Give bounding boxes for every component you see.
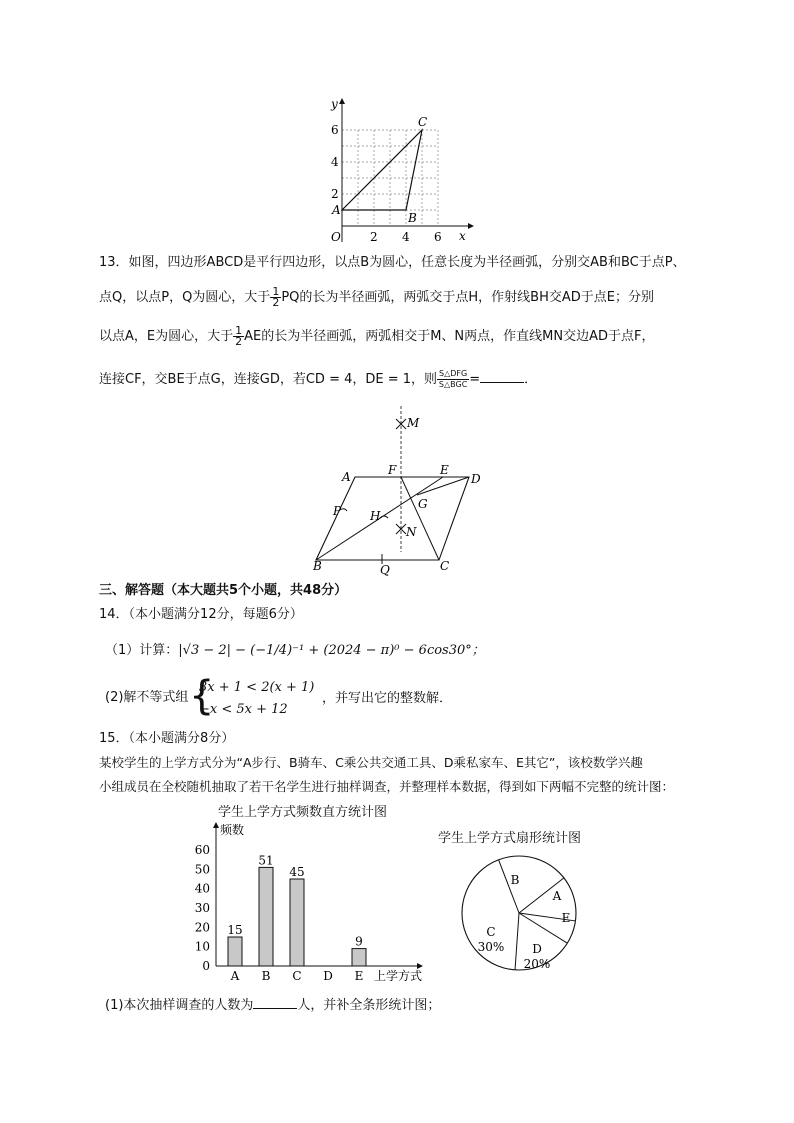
answer-blank[interactable] [253,996,297,1009]
y-tick-label: 0 [202,959,210,973]
brace-icon: { [189,673,215,719]
label-a: A [342,470,351,484]
bar-chart [192,820,442,990]
bar-data-label: 51 [258,853,274,868]
y-axis-arrow [213,822,219,828]
q14-heading: 14．（本小题满分12分，每题6分） [99,607,303,622]
pie-slice-divider [519,913,567,943]
label-g: G [418,497,428,511]
y-axis-label: 频数 [220,823,245,837]
origin-label: O [331,230,341,244]
parallelogram-figure [300,402,500,578]
q14-part2-tail: ，并写出它的整数解． [322,691,453,706]
pie-slice-label-c: C [486,925,496,939]
point-c-label: C [418,115,428,129]
y-tick-label: 30 [194,901,210,915]
pie-chart [456,850,582,976]
y-axis-label: y [331,97,338,111]
segment-gd [417,477,469,495]
pie-slice-label-a: A [552,889,562,903]
bar [228,937,242,966]
inequality-1: 3x + 1 < 2(x + 1) [199,680,315,695]
q13-line4: 连接CF，交BE于点G，连接GD，若CD = 4，DE = 1，则 $\frac{\text{S△DFG}}{\text{S△BGC}}$ = ． [99,369,538,389]
y-tick-label: 40 [194,881,210,896]
inequality-2: −x < 5x + 12 [199,702,288,717]
x-axis-label: 上学方式 [374,969,423,983]
label-b: B [313,559,322,573]
q13-line1: 13．如图，四边形ABCD是平行四边形，以点B为圆心，任意长度为半径画弧，分别交AB和BC于点P、 [99,255,686,270]
x-tick: 2 [370,230,378,244]
q14-part2-label: (2)解不等式组 [105,690,189,705]
y-tick-label: 50 [194,862,210,877]
answer-blank[interactable] [480,370,524,383]
y-tick: 4 [331,155,339,169]
label-c: C [440,559,450,573]
bar [290,879,304,966]
triangle-abc [342,130,422,210]
fraction-half: $\frac{1}{2}$ [272,285,280,309]
grid [342,130,438,226]
label-m: M [407,416,420,430]
pie-slice-label-d: D [532,942,542,956]
y-tick-label: 20 [194,920,210,935]
q13-line3: 以点A，E为圆心，大于 $\frac{1}{2}$ AE的长为半径画弧，两弧相交于M、N两点，作直线MN交边AD于点F， [99,324,655,348]
pie-slice-percent: 30% [477,940,505,954]
section-3-heading: 三、解答题（本大题共5个小题，共48分） [99,583,348,598]
pie-slice-percent: 20% [523,957,551,971]
label-e: E [440,463,449,477]
y-tick: 2 [331,187,339,201]
label-f: F [388,463,397,477]
area-ratio-fraction: $\frac{\text{S△DFG}}{\text{S△BGC}}$ [438,369,468,389]
y-tick-label: 60 [194,843,210,857]
coordinate-figure [318,94,478,246]
x-tick-label: E [354,969,364,983]
point-b-label: B [408,211,417,225]
pie-slice-label-e: E [561,911,571,925]
label-h: H [370,509,381,523]
pie-slice-divider [515,913,519,970]
fraction-half: $\frac{1}{2}$ [235,324,243,348]
x-tick-label: A [230,969,240,983]
bar-chart-title: 学生上学方式频数直方统计图 [218,805,388,820]
parallelogram-abcd [316,477,469,560]
y-tick: 6 [331,123,339,137]
x-tick-label: D [323,969,333,983]
bar-data-label: 45 [289,865,305,879]
x-tick: 6 [434,230,442,244]
x-tick: 4 [402,230,410,244]
label-p: P [333,504,342,518]
q15-heading: 15．（本小题满分8分） [99,731,235,746]
q15-body-1: 某校学生的上学方式分为“A步行、B骑车、C乘公共交通工具、D乘私家车、E其它”，该校数学兴趣 [99,755,643,770]
pie-chart-title: 学生上学方式扇形统计图 [438,831,582,846]
x-tick-label: C [292,969,302,983]
bar-data-label: 15 [227,923,243,937]
point-a-label: A [332,203,341,217]
q15-body-2: 小组成员在全校随机抽取了若干名学生进行抽样调查，并整理样本数据，得到如下两幅不完整的统计图： [99,779,675,794]
bar-data-label: 9 [355,934,363,949]
label-n: N [406,525,417,539]
x-tick-label: B [261,969,271,983]
q13-line2: 点Q，以点P，Q为圆心，大于 $\frac{1}{2}$ PQ的长为半径画弧，两弧交于点H，作射线BH交AD于点E；分别 [99,285,654,309]
q15-sub1: (1)本次抽样调查的人数为 人，并补全条形统计图； [105,998,441,1013]
y-tick-label: 10 [194,939,210,954]
label-q: Q [380,563,390,577]
bar [352,949,366,966]
label-d: D [471,472,481,486]
pie-slice-label-b: B [510,873,520,887]
bar [259,867,273,966]
x-axis-label: x [459,229,466,243]
q14-part1: （1）计算：|√3 − 2| − (−1/4)⁻¹ + (2024 − π)⁰ − 6cos30°； [105,643,485,658]
